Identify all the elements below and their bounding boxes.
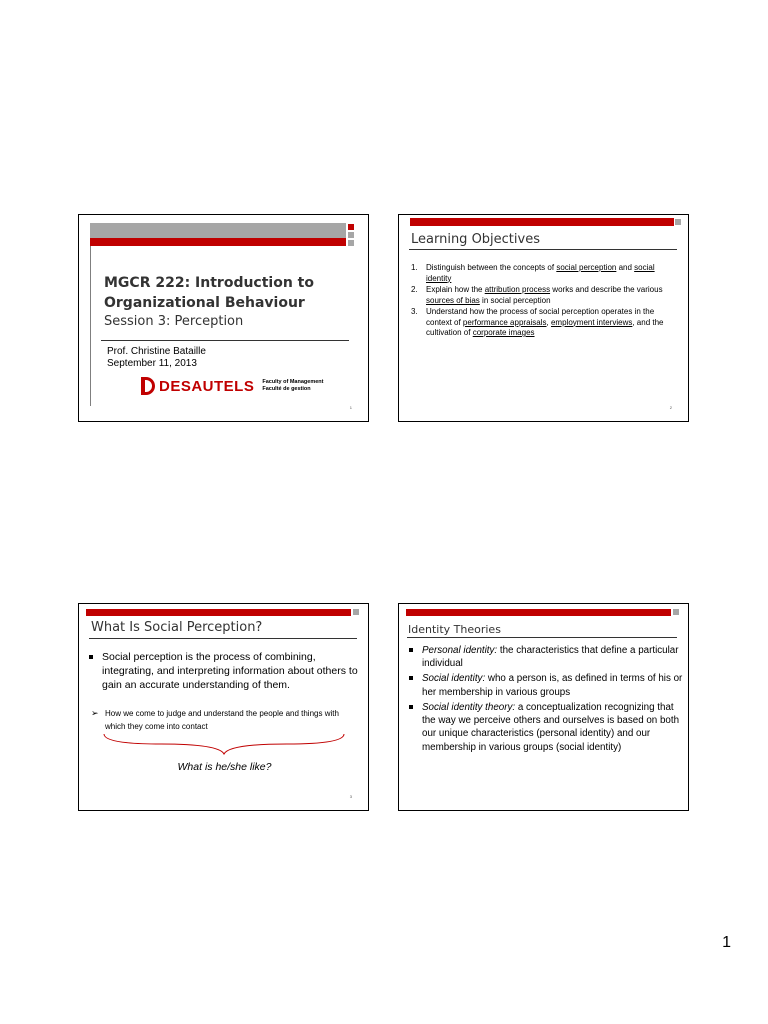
arrow-bullet-icon: ➢ [91,708,99,718]
left-vertical-line [90,246,91,406]
bullet-list [88,650,358,692]
logo-mark [141,377,155,395]
slide-number: 1 [349,405,352,410]
square-bullet-icon [409,676,413,680]
bullet-list [408,644,683,756]
header-red-bar [410,218,674,226]
desautels-logo: DESAUTELS Faculty of Management Faculté de gestion [141,375,323,397]
list-item: 3. Understand how the process of social perception operates in the context of performance appraisals, employment interviews, and the cultivation of corporate images [411,307,664,337]
curly-brace-icon [101,732,347,756]
header-red-bar [406,609,671,616]
list-item: Social identity: who a person is, as defined in terms of his or her membership in various groups [408,672,683,699]
sub-bullet: ➢ How we come to judge and understand the people and things with which they come into contact [91,708,339,731]
slide-2-thumbnail [398,214,689,422]
title-rule [407,637,677,638]
corner-square [347,239,355,247]
slide-number: 2 [669,405,672,410]
slide-number: 3 [349,794,352,799]
list-item: Social perception is the process of combining, integrating, and interpreting information about others to gain an accurate understanding of them. [88,650,358,692]
list-item: Personal identity: the characteristics that define a particular individual [408,644,683,671]
corner-square [347,231,355,239]
professor-name: Prof. Christine Bataille [107,346,206,357]
square-bullet-icon [409,705,413,709]
slide-4-thumbnail [398,603,689,811]
corner-square [352,608,360,616]
slide-3-thumbnail [78,603,369,811]
session-title: Session 3: Perception [104,314,244,329]
title-rule [409,249,677,250]
slide-1-thumbnail [78,214,369,422]
header-red-bar [90,238,346,246]
title-rule [89,638,357,639]
objectives-list [411,263,681,340]
header-red-bar [86,609,351,616]
title-rule [101,340,349,341]
list-item: Social identity theory: a conceptualization recognizing that the way we perceive others and ourselves is based on both our unique characteristics (personal identity) and our membership in various groups (social identity) [408,701,683,755]
slide-title: Learning Objectives [411,232,540,247]
square-bullet-icon [89,655,93,659]
list-item: 1. Distinguish between the concepts of social perception and social identity [411,263,655,283]
slide-title: Identity Theories [408,623,501,636]
corner-square [672,608,680,616]
header-gray-bar [90,223,346,238]
course-title: MGCR 222: Introduction to Organizational Behaviour [104,275,314,311]
corner-square [347,223,355,231]
question-text: What is he/she like? [177,761,272,773]
corner-square [674,218,682,226]
page-number: 1 [722,934,731,951]
lecture-date: September 11, 2013 [107,358,197,369]
faculty-label: Faculty of Management Faculté de gestion [262,379,324,392]
list-item: 2. Explain how the attribution process works and describe the various sources of bias in social perception [411,285,663,305]
professor-block [107,346,206,370]
square-bullet-icon [409,648,413,652]
slide-title: What Is Social Perception? [91,620,263,635]
